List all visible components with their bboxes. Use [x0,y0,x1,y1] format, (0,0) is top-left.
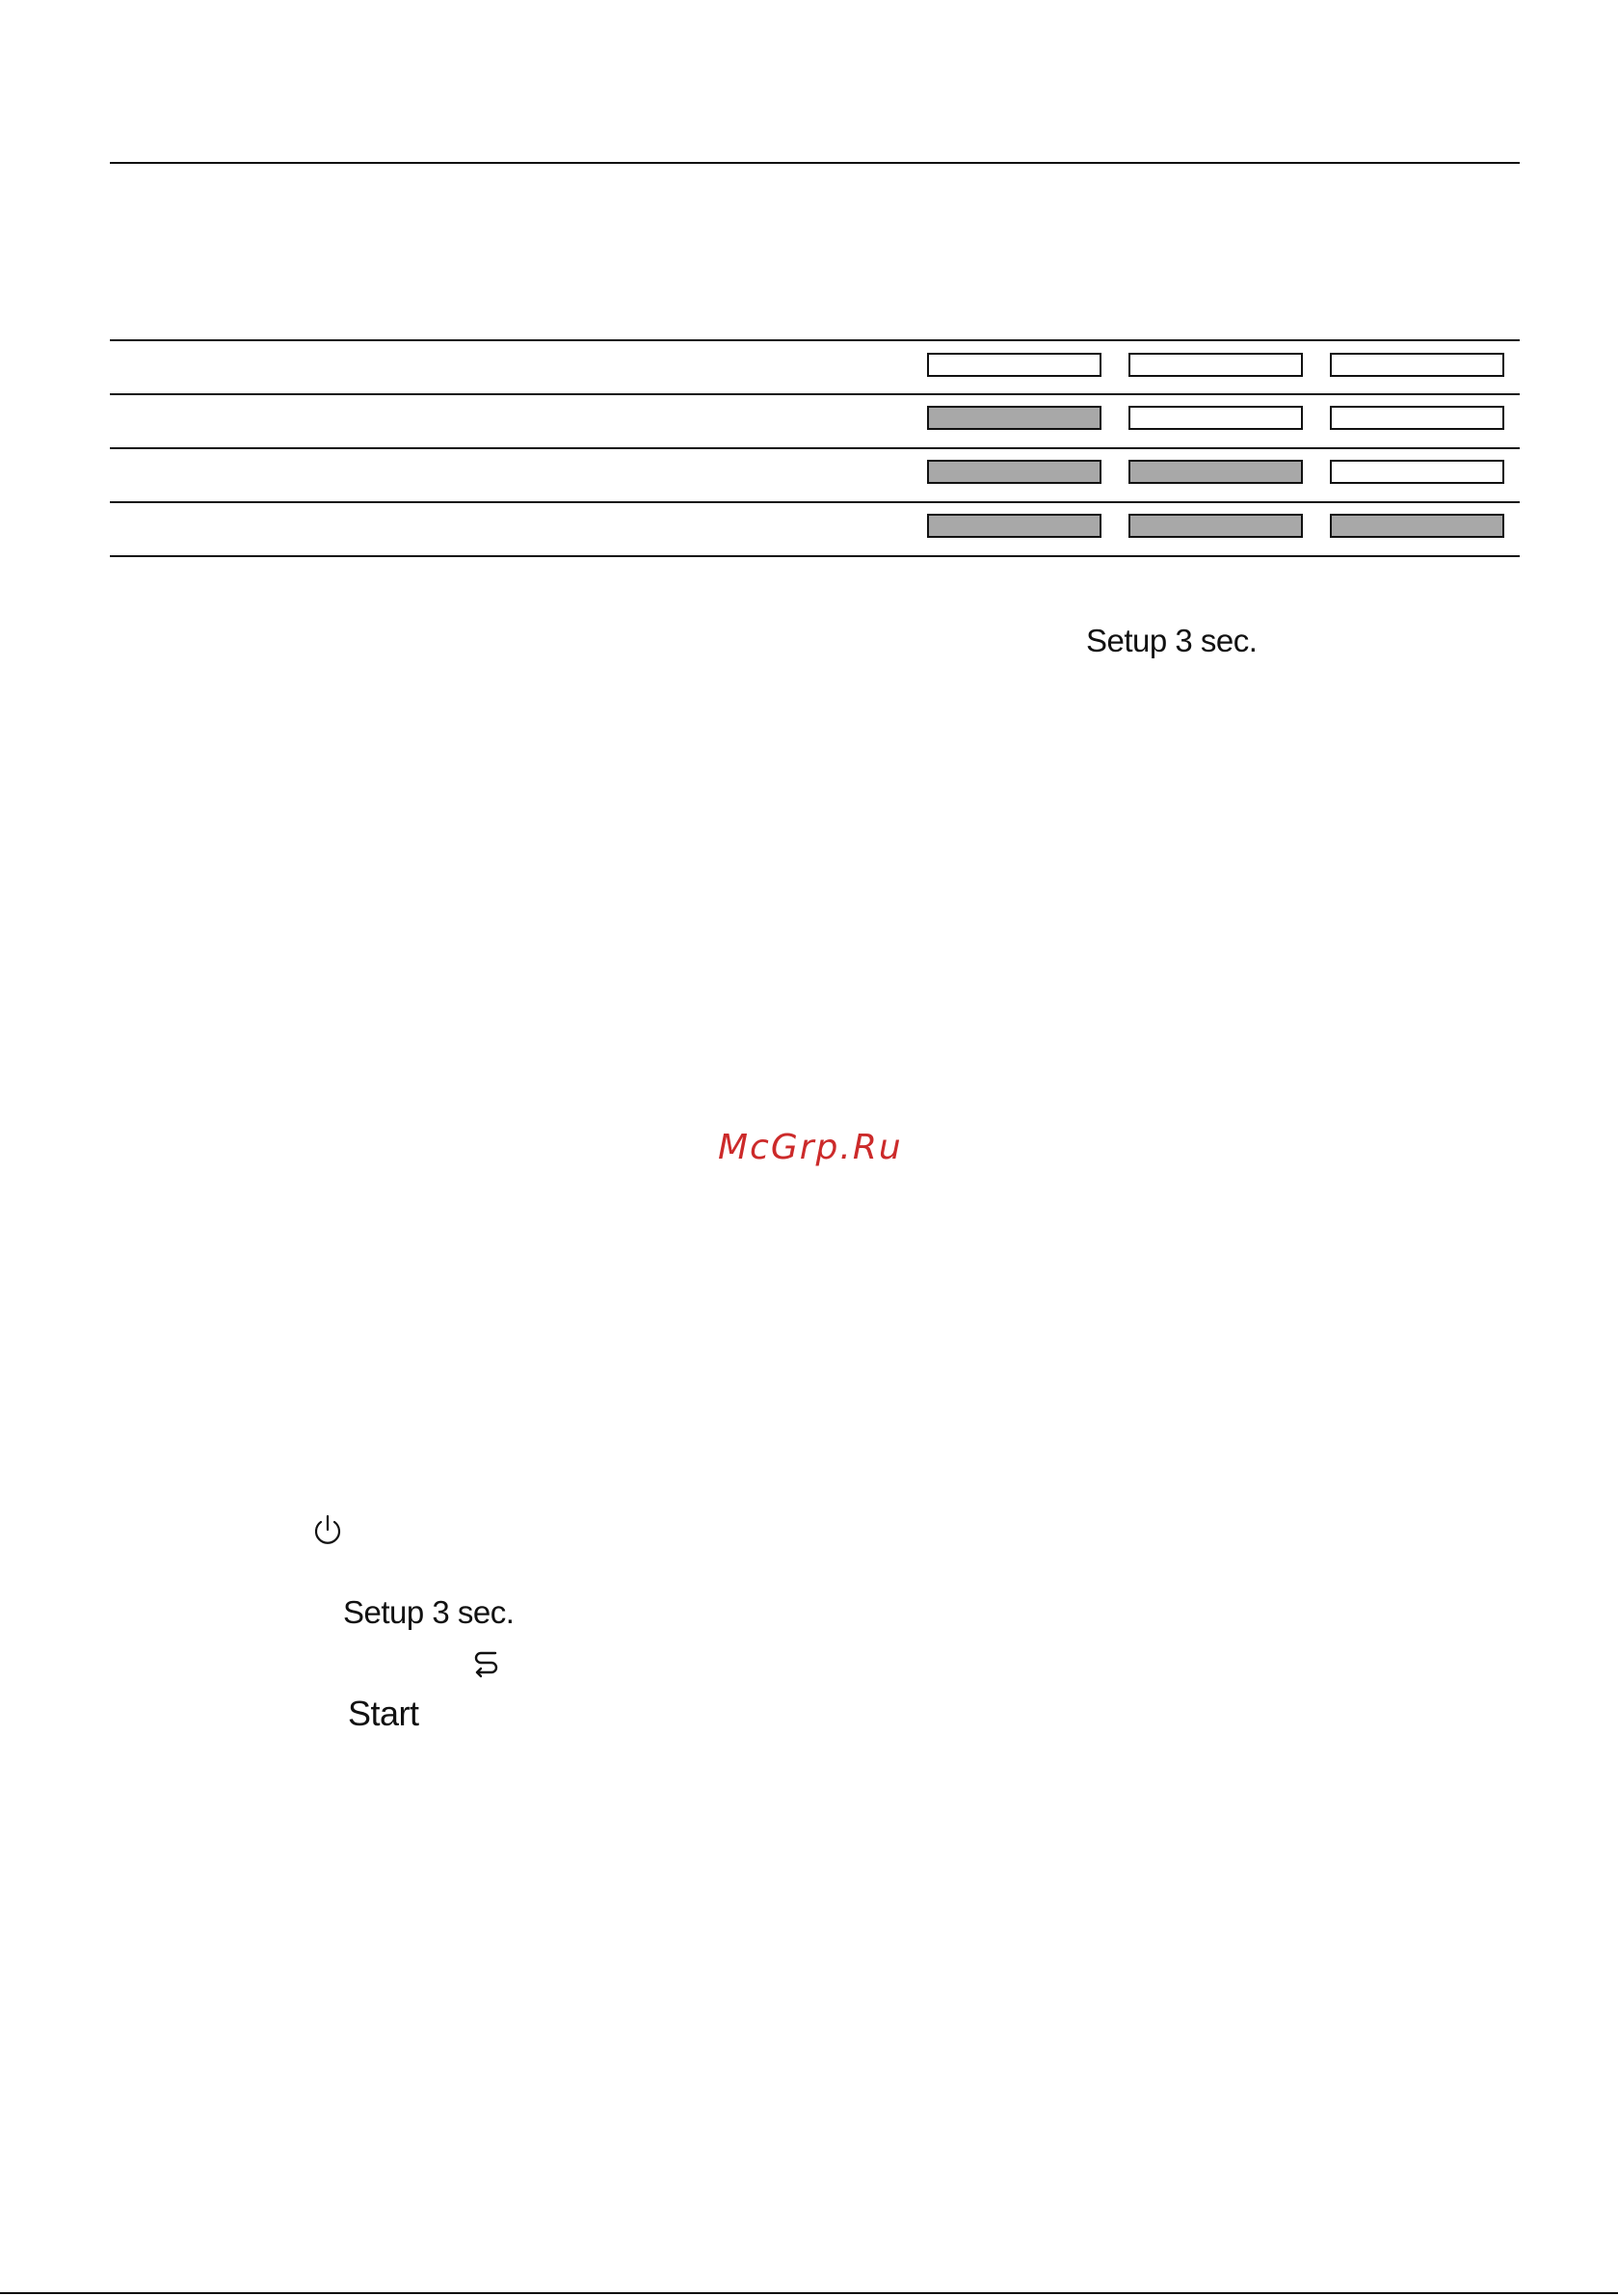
indicator-segment [1128,514,1303,538]
table-rule [110,339,1520,341]
indicator-segment [1330,406,1504,430]
setup-label: Setup 3 sec. [343,1594,515,1630]
table-rule [110,393,1520,395]
footer-rule [0,2292,1618,2294]
indicator-segment [927,406,1101,430]
table-rule [110,447,1520,449]
watermark: McGrp.Ru [718,1128,903,1167]
indicator-segment [1330,353,1504,377]
indicator-segment [1330,514,1504,538]
indicator-segment [1128,353,1303,377]
indicator-segment [1128,406,1303,430]
header-rule [110,162,1520,164]
indicator-segment [1128,460,1303,484]
indicator-segment [927,460,1101,484]
start-label: Start [348,1694,419,1733]
power-icon [310,1513,345,1548]
table-rule [110,501,1520,503]
cycle-icon [469,1646,504,1681]
indicator-segment [927,514,1101,538]
table-rule [110,555,1520,557]
setup-label: Setup 3 sec. [1086,623,1258,658]
indicator-segment [927,353,1101,377]
indicator-segment [1330,460,1504,484]
